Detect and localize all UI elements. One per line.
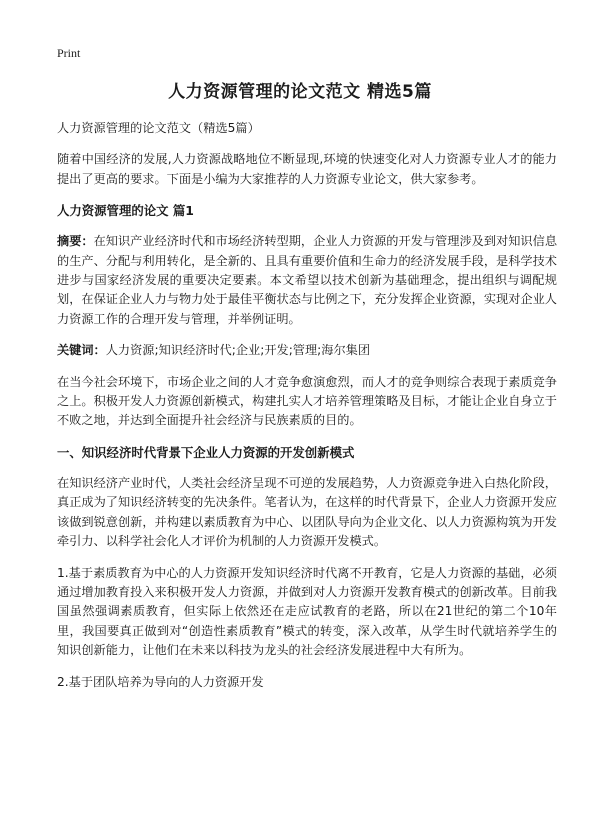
keywords-paragraph [57, 341, 557, 360]
keywords-label: 关键词： [57, 343, 106, 358]
keywords-text: 人力资源;知识经济时代;企业;开发;管理;海尔集团 [105, 343, 371, 358]
page-title: 人力资源管理的论文范文 精选5篇 [168, 82, 432, 102]
body-paragraph-2: 在知识经济产业时代，人类社会经济呈现不可逆的发展趋势，人力资源竞争进入白热化阶段，真正成为了知识经济转变的先决条件。笔者认为，在这样的时代背景下，企业人力资源开发应该做到锐意创新，并构建以素质教育为中心、以团队导向为企业文化、以人力资源构筑为开发牵引力、以科学社会化人才评价为机制的人力资源开发模式。 [57, 475, 557, 549]
body-paragraph-3: 1.基于素质教育为中心的人力资源开发知识经济时代离不开教育，它是人力资源的基础，必须通过增加教育投入来积极开发人力资源，并做到对人力资源开发教育模式的创新改革。目前我国虽然强调素质教育，但实际上依然还在走应试教育的老路，所以在21世纪的第二个10年里，我国要真正做到对“创造性素质教育”模式的转变，深入改革，从学生时代就培养学生的知识创新能力，让他们在未来以科技为龙头的社会经济发展进程中大有所为。 [57, 565, 557, 658]
section-heading-1: 一、知识经济时代背景下企业人力资源的开发创新模式 [57, 444, 355, 460]
article-heading: 人力资源管理的论文 篇1 [57, 203, 194, 219]
abstract-paragraph [57, 232, 557, 329]
print-link[interactable]: Print [57, 46, 81, 60]
body-paragraph-1: 在当今社会环境下，市场企业之间的人才竞争愈演愈烈，而人才的竞争则综合表现于素质竞争之上。积极开发人力资源创新模式，构建扎实人才培养管理策略及目标，才能让企业自身立于不败之地，并达到全面提升社会经济与民族素质的目的。 [57, 374, 557, 428]
abstract-text: 在知识产业经济时代和市场经济转型期，企业人力资源的开发与管理涉及到对知识信息的生产、分配与利用转化，是全新的、且具有重要价值和生命力的经济发展手段，是科学技术进步与国家经济发展的重要决定要素。本文希望以技术创新为基础理念，提出组织与调配规划，在保证企业人力与物力处于最佳平衡状态与比例之下，充分发挥企业资源，实现对企业人力资源工作的合理开发与管理，并举例证明。 [57, 234, 558, 326]
document-subtitle: 人力资源管理的论文范文（精选5篇） [57, 121, 260, 135]
abstract-label: 摘要： [57, 234, 94, 249]
intro-paragraph: 随着中国经济的发展,人力资源战略地位不断显现,环境的快速变化对人力资源专业人才的能力提出了更高的要求。下面是小编为大家推荐的人力资源专业论文，供大家参考。 [57, 152, 557, 186]
body-paragraph-4: 2.基于团队培养为导向的人力资源开发 [57, 674, 264, 689]
article-body [57, 119, 557, 692]
